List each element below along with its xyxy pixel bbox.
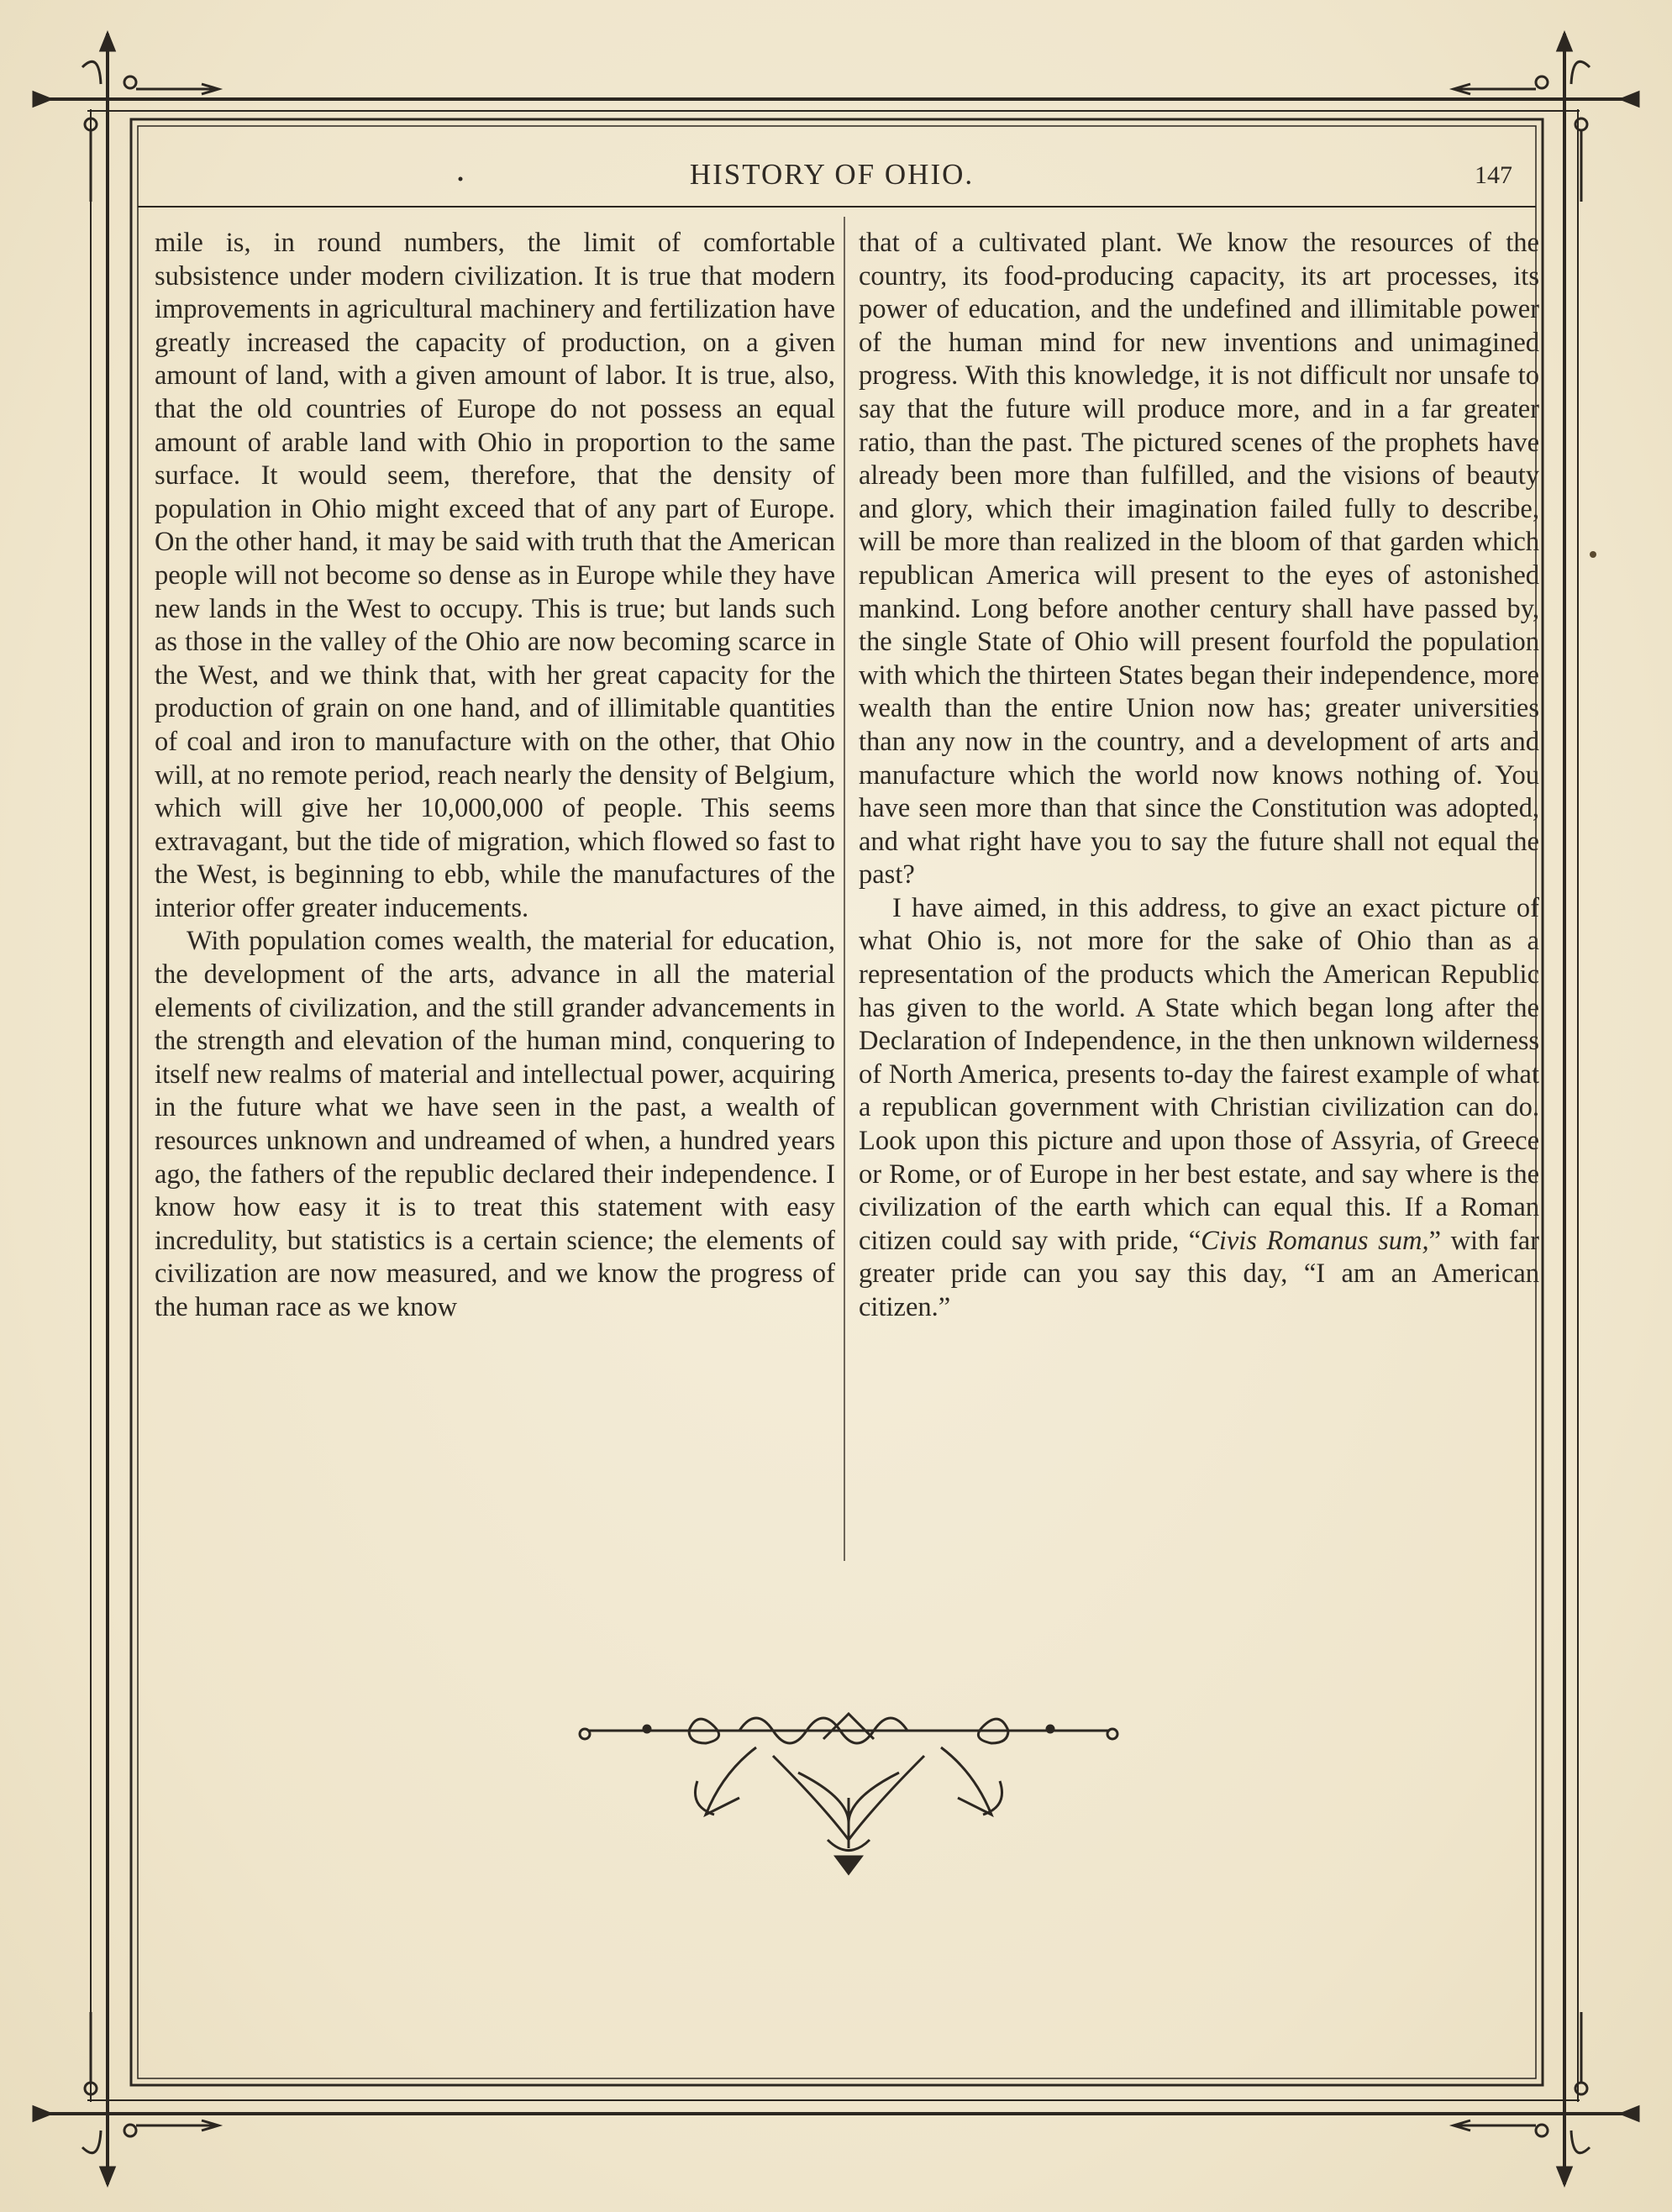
left-column: [155, 227, 835, 1325]
right-paragraph-1: that of a cultivated plant. We know the resources of the country, its food-producing capacity, its art processes, its power of education, and the undefined and illimitable power of the human mind for new inventions and unimagined progress. With this knowledge, it is not difficult nor unsafe to say that the future will produce more, and in a far greater ratio, than the past. The pictured scenes of the prophets have already been more than fulfilled, and the visions of beauty and glory, which their imagination failed fully to describe, will be more than realized in the bloom of that garden which republican America will present to the eyes of astonished mankind. Long before another century shall have passed by, the single State of Ohio will present fourfold the population with which the thirteen States began their independence, more wealth than the entire Union now has; greater universities than any now in the country, and a development of arts and manufacture which the world now knows nothing of. You have seen more than that since the Constitution was adopted, and what right have you to say the future shall not equal the past?: [859, 228, 1539, 891]
page-number: 147: [1475, 161, 1512, 189]
margin-dot: [1590, 551, 1596, 558]
latin-quote: Civis Romanus sum,: [1201, 1225, 1429, 1256]
right-paragraph-2-end: ” with far greater pride can you say this day, “I am an American citizen.”: [859, 1225, 1540, 1322]
right-paragraph-2-start: I have aimed, in this address, to give an exact picture of what Ohio is, not more for the sake of Ohio than as a representation of the products which the American Republic has given to the world. A State which began long after the Declaration of Independence, in the then unknown wilderness of North America, presents to-day the fairest example of what a republican government with Christian civilization can do. Look upon this picture and upon those of Assyria, of Greece or Rome, or of Europe in her best estate, and say where is the civilization of the earth which can equal this. If a Roman citizen could say with pride, “: [859, 892, 1539, 1256]
left-paragraph-2: With population comes wealth, the material for education, the development of the arts, advance in all the material elements of civilization, and the still grander advancements in the strength and elevation of the human mind, conquering to itself new realms of material and intellectual power, acquiring in the future what we have seen in the past, a wealth of resources unknown and undreamed of when, a hundred years ago, the fathers of the republic declared their independence. I know how easy it is to treat this statement with easy incredulity, but statistics is a certain science; the elements of civilization are now measured, and we know the progress of the human race as we know: [155, 926, 835, 1322]
right-column: [859, 227, 1539, 1325]
right-paragraph-2: [859, 892, 1539, 1325]
running-title: HISTORY OF OHIO.: [689, 158, 975, 191]
floral-tailpiece-icon: [580, 1714, 1117, 1873]
page-header: [134, 151, 1529, 202]
left-paragraph-1: mile is, in round numbers, the limit of comfortable subsistence under modern civilization. It is true that modern improvements in agricultural machinery and fertilization have greatly increased the capacity of production, on a given amount of land, with a given amount of labor. It is true, also, that the old countries of Europe do not possess an equal amount of arable land with Ohio in proportion to the same surface. It would seem, therefore, that the density of population in Ohio might exceed that of any part of Europe. On the other hand, it may be said with truth that the American people will not become so dense as in Europe while they have new lands in the West to occupy. This is true; but lands such as those in the valley of the Ohio are now becoming scarce in the West, and we think that, with her great capacity for the production of grain on one hand, and of illimitable quantities of coal and iron to manufacture with on the other, that Ohio will, at no remote period, reach nearly the density of Belgium, which will give her 10,000,000 of people. This seems extravagant, but the tide of migration, which flowed so fast to the West, is beginning to ebb, while the manufactures of the interior offer greater inducements.: [155, 228, 835, 923]
column-divider: [844, 217, 845, 1561]
